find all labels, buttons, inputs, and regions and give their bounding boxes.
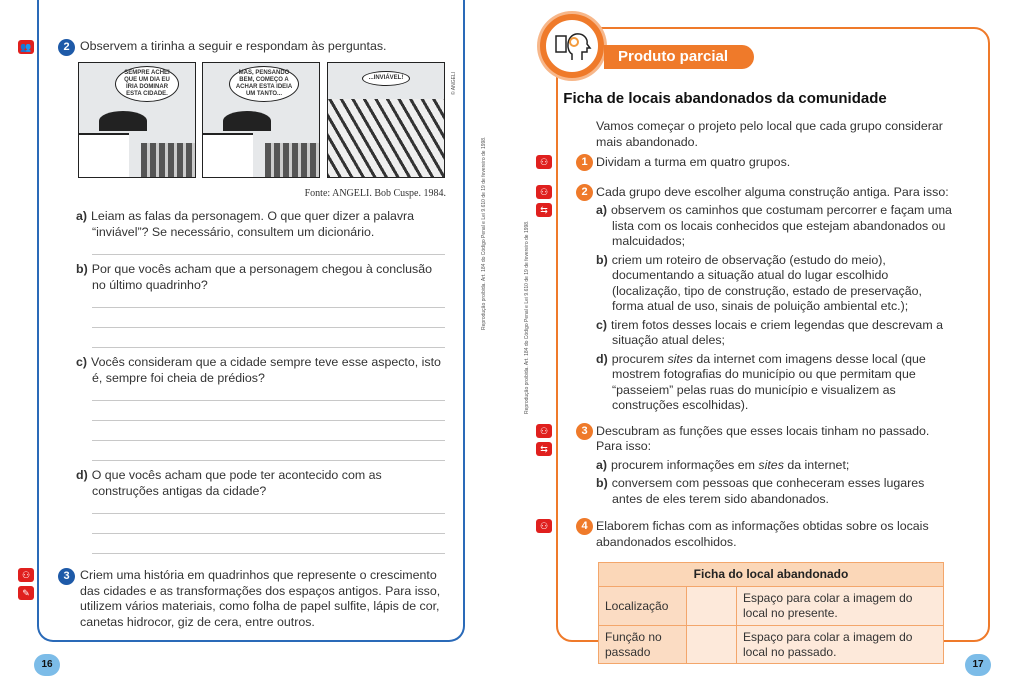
answer-line[interactable] [92, 460, 445, 461]
step-1 [539, 155, 952, 171]
project-head-icon [540, 14, 604, 78]
comic-panel-3: ...INVIÁVEL! [327, 62, 445, 178]
answer-line[interactable] [92, 440, 445, 441]
field-study-icon: ⇆ [536, 442, 552, 456]
question-3 [21, 568, 446, 630]
answer-line[interactable] [92, 307, 445, 308]
fill-cell[interactable] [687, 626, 737, 664]
field-study-icon: ⇆ [536, 203, 552, 217]
step-3a: a) procurem informações em sites da internet; [596, 457, 850, 472]
answer-line[interactable] [92, 347, 445, 348]
answer-line[interactable] [92, 513, 445, 514]
legal-notice: Reprodução proibida. Art. 184 do Código Penal e Lei 9.610 de 19 de fevereiro de 1998. [524, 220, 530, 414]
comic-copyright: © ANGELI [451, 71, 457, 95]
legal-notice: Reprodução proibida. Art. 184 do Código Penal e Lei 9.610 de 19 de fevereiro de 1998. [481, 136, 487, 330]
answer-line[interactable] [92, 400, 445, 401]
comic-panel-2: MAS, PENSANDO BEM, COMEÇO A ACHAR ESTA IDEIA UM TANTO... [202, 62, 320, 178]
step-number: 2 [576, 184, 593, 201]
step-3b: b) conversem com pessoas que conheceram esses lugares antes de eles terem sido abandonados. [596, 476, 925, 506]
comic-source: Fonte: ANGELI. Bob Cuspe. 1984. [304, 188, 446, 199]
intro-text: Vamos começar o projeto pelo local que cada grupo considerar mais abandonado. [596, 119, 943, 149]
question-3-text: Criem uma história em quadrinhos que represente o crescimento das cidades e as transformações dos espaços antigos. Para isso, utilizem vários materiais, como folha de papel sulfite, lápis de cor, canetas hidrocor, giz de cera, entre outros. [80, 568, 441, 629]
step-2-text: Cada grupo deve escolher alguma construção antiga. Para isso: [596, 184, 949, 199]
answer-line[interactable] [92, 533, 445, 534]
step-2 [539, 184, 952, 414]
group-work-icon: ⚇ [536, 155, 552, 169]
page-title: Ficha de locais abandonados da comunidade [563, 90, 887, 107]
drawing-icon: ✎ [18, 586, 34, 600]
section-label: Produto parcial [604, 45, 754, 69]
answer-line[interactable] [92, 327, 445, 328]
step-number: 4 [576, 518, 593, 535]
step-4-text: Elaborem fichas com as informações obtidas sobre os locais abandonados escolhidos. [596, 519, 929, 549]
table-row: Função no passado Espaço para colar a imagem do local no passado. [599, 626, 944, 664]
right-steps [539, 119, 952, 664]
group-work-icon: ⚇ [536, 424, 552, 438]
fill-cell[interactable] [687, 587, 737, 626]
step-4 [539, 519, 952, 550]
question-2d: d) O que vocês acham que pode ter acontecido com as construções antigas da cidade? [76, 468, 382, 498]
step-3 [539, 423, 952, 508]
left-questions [21, 209, 446, 630]
answer-line[interactable] [92, 553, 445, 554]
step-1-text: Dividam a turma em quatro grupos. [596, 155, 791, 169]
group-work-icon: ⚇ [536, 519, 552, 533]
group-work-icon: ⚇ [18, 568, 34, 582]
step-2b: b) criem um roteiro de observação (estudo do meio), documentando a situação atual do lugar escolhido (localização, tipo de construção, estado de preservação, forma atual de uso, sinais de poluição ambiental etc.); [596, 252, 922, 313]
table-row: Localização Espaço para colar a imagem do local no presente. [599, 587, 944, 626]
step-2a: a) observem os caminhos que costumam percorrer e façam uma lista com os locais conhecidos que estejam abandonados ou malcuidados; [596, 203, 952, 248]
question-2a: a) Leiam as falas da personagem. O que quer dizer a palavra “inviável”? Se necessário, consultem um dicionário. [76, 209, 415, 239]
question-number: 2 [58, 39, 75, 56]
answer-line[interactable] [92, 420, 445, 421]
question-2-text: Observem a tirinha a seguir e respondam às perguntas. [80, 39, 387, 53]
step-2c: c) tirem fotos desses locais e criem legendas que descrevam a situação atual deles; [596, 317, 943, 347]
table-header: Ficha do local abandonado [599, 563, 944, 587]
pair-work-icon: 👥 [18, 40, 34, 54]
question-number: 3 [58, 568, 75, 585]
group-work-icon: ⚇ [536, 185, 552, 199]
step-3-text: Descubram as funções que esses locais tinham no passado. Para isso: [596, 423, 930, 453]
abandoned-site-form-table [598, 562, 944, 664]
step-number: 1 [576, 154, 593, 171]
page-number-left: 16 [34, 654, 60, 676]
step-number: 3 [576, 423, 593, 440]
step-2d: d) procurem sites da internet com imagens desse local (que mostrem fotografias do município ou que permitam que “passeiem” pelas ruas do município e visualizem as construções escolhidas). [596, 351, 926, 412]
question-2c: c) Vocês consideram que a cidade sempre teve esse aspecto, isto é, sempre foi cheia de prédios? [76, 355, 441, 385]
question-2b: b) Por que vocês acham que a personagem chegou à conclusão no último quadrinho? [76, 262, 432, 292]
comic-panel-1: SEMPRE ACHEI QUE UM DIA EU IRIA DOMINAR ESTA CIDADE. [78, 62, 196, 178]
answer-line[interactable] [92, 254, 445, 255]
page-number-right: 17 [965, 654, 991, 676]
